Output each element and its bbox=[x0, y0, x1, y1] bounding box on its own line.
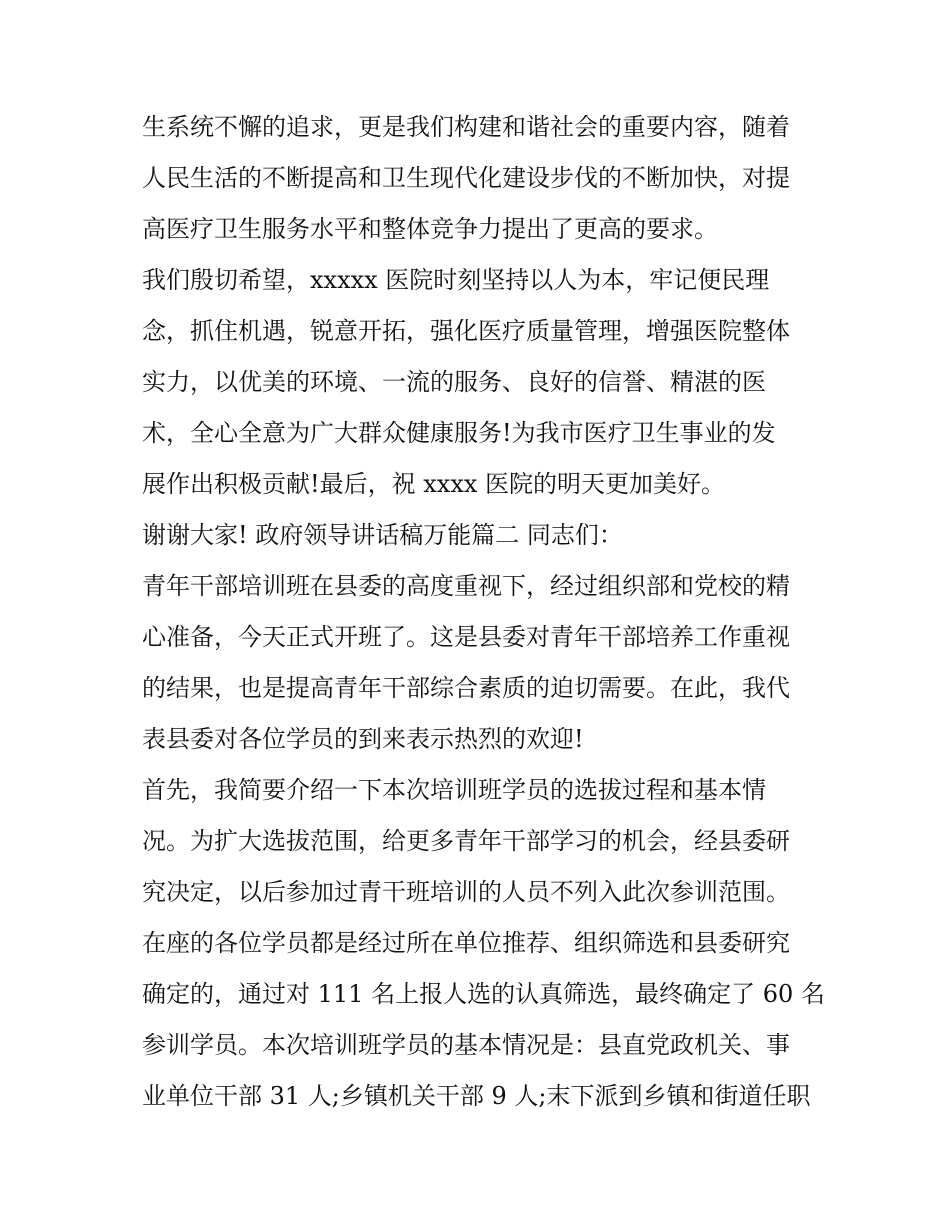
text-line: 况。为扩大选拔范围，给更多青年干部学习的机会，经县委研 bbox=[142, 827, 790, 855]
text-line: 高医疗卫生服务水平和整体竞争力提出了更高的要求。 bbox=[142, 215, 718, 243]
text-line: 实力，以优美的环境、一流的服务、良好的信誉、精湛的医 bbox=[142, 368, 766, 396]
document-body bbox=[142, 102, 825, 1122]
text-line: 我们殷切希望，xxxxx 医院时刻坚持以人为本，牢记便民理 bbox=[142, 266, 770, 294]
text-line: 表县委对各位学员的到来表示热烈的欢迎! bbox=[142, 725, 584, 753]
text-line: 确定的，通过对 111 名上报人选的认真筛选，最终确定了 60 名 bbox=[142, 980, 825, 1008]
text-line: 生系统不懈的追求，更是我们构建和谐社会的重要内容，随着 bbox=[142, 113, 790, 141]
text-line: 的结果，也是提高青年干部综合素质的迫切需要。在此，我代 bbox=[142, 674, 790, 702]
text-line: 心准备，今天正式开班了。这是县委对青年干部培养工作重视 bbox=[142, 623, 790, 651]
text-line: 展作出积极贡献!最后，祝 xxxx 医院的明天更加美好。 bbox=[142, 470, 726, 498]
text-line: 念，抓住机遇，锐意开拓，强化医疗质量管理，增强医院整体 bbox=[142, 317, 790, 345]
text-line: 业单位干部 31 人;乡镇机关干部 9 人;末下派到乡镇和街道任职 bbox=[142, 1082, 811, 1110]
text-line: 术，全心全意为广大群众健康服务!为我市医疗卫生事业的发 bbox=[142, 419, 776, 447]
text-line: 在座的各位学员都是经过所在单位推荐、组织筛选和县委研究 bbox=[142, 929, 790, 957]
text-line: 首先，我简要介绍一下本次培训班学员的选拔过程和基本情 bbox=[142, 776, 766, 804]
text-line: 人民生活的不断提高和卫生现代化建设步伐的不断加快，对提 bbox=[142, 164, 790, 192]
text-line: 青年干部培训班在县委的高度重视下，经过组织部和党校的精 bbox=[142, 572, 790, 600]
text-line: 谢谢大家! 政府领导讲话稿万能篇二 同志们： bbox=[142, 521, 623, 549]
text-line: 参训学员。本次培训班学员的基本情况是：县直党政机关、事 bbox=[142, 1031, 790, 1059]
text-line: 究决定，以后参加过青干班培训的人员不列入此次参训范围。 bbox=[142, 878, 790, 906]
